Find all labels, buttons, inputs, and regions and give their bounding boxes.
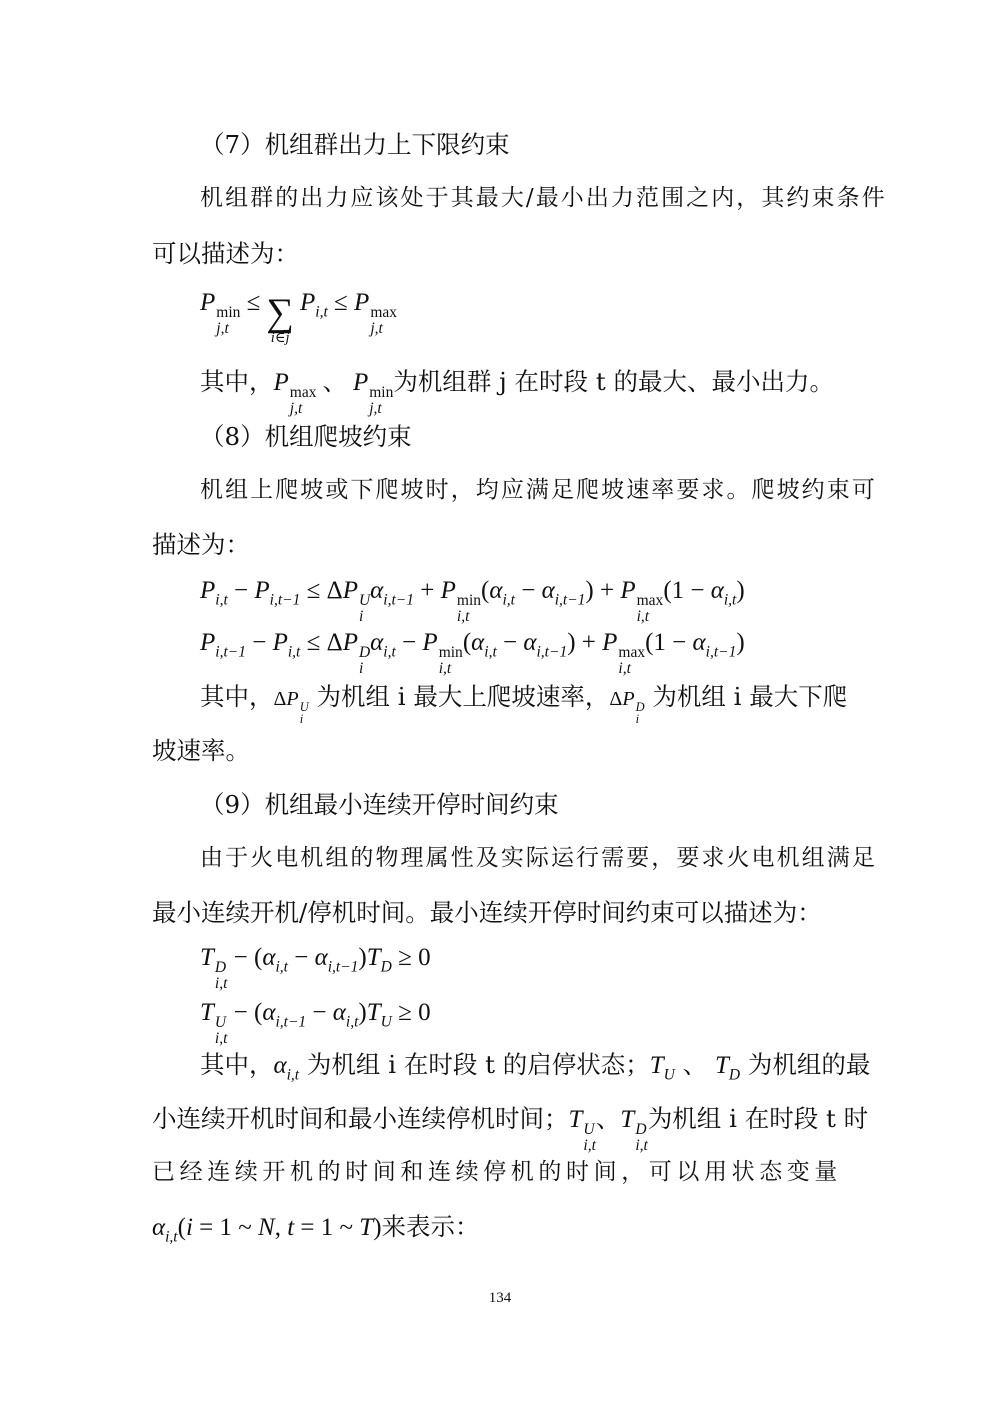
- equation-min-down-time: T D i,t − $(\alpha_{i,t} - \alpha_{i,t-1})T_D \ge 0$: [200, 944, 431, 992]
- symbol-P-max-jt: P max j,t: [273, 369, 317, 417]
- where-prefix: 其中，: [200, 682, 274, 711]
- symbol-T-U-it: T U i,t: [568, 1106, 596, 1154]
- symbol-delta-P-U: ΔP U i: [273, 688, 309, 727]
- section-7-where-line: [200, 367, 834, 417]
- where-mid-1: 为机组 i 最大上爬坡速率，: [316, 682, 610, 711]
- section-9-where-line-3: 已经连续开机的时间和连续停机的时间，可以用状态变量: [152, 1159, 842, 1185]
- symbol-P-min-jt: P min j,t: [352, 369, 394, 417]
- section-9-heading: （9）机组最小连续开停时间约束: [200, 790, 559, 819]
- where-line-2-separator: 、: [595, 1104, 621, 1133]
- section-9-body-line-2: 最小连续开机/停机时间。最小连续开停时间约束可以描述为：: [152, 898, 822, 927]
- symbol-alpha-it-range: $\alpha_{i,t}(i = 1$ ~ N, t = 1 ~ T): [152, 1214, 382, 1246]
- section-9-body-line-1: 由于火电机组的物理属性及实际运行需要，要求火电机组满足: [200, 845, 877, 871]
- equation-group-output-limit: P min j,t ≤ ∑ i∈j $P_{i,t} \le P$ max j,t: [200, 289, 397, 346]
- section-9-where-line-4: [152, 1212, 480, 1246]
- symbol-alpha-it: $\alpha_{i,t}$: [273, 1052, 300, 1084]
- equation-ramp-up: $P_{i,t} - P_{i,t-1} \le \Delta P$ U i $\alpha_{i,t-1} + P$ min i,t $(\alpha_{i,t} - \alpha_{i,t-1}) + P$ max i,t $(1 - \alpha_{i,t})$: [200, 577, 745, 625]
- section-8-body-line-2: 描述为：: [152, 530, 250, 559]
- where-line-2-b: 为机组 i 在时段 t 时: [647, 1104, 869, 1133]
- where-suffix: 为机组群 j 在时段 t 的最大、最小出力。: [393, 367, 834, 396]
- section-7-heading: （7）机组群出力上下限约束: [200, 130, 510, 159]
- where-prefix: 其中，: [200, 1050, 274, 1079]
- where-mid-2: 为机组 i 最大下爬: [652, 682, 848, 711]
- page-number: 134: [488, 1290, 512, 1306]
- section-9-where-line-2: [152, 1104, 869, 1154]
- symbol-T-D: $T_D$: [714, 1052, 741, 1084]
- where-line-2-a: 小连续开机时间和最小连续停机时间；: [152, 1104, 569, 1133]
- section-7-body-line-1: 机组群的出力应该处于其最大/最小出力范围之内，其约束条件: [200, 185, 887, 211]
- section-8-where-line-2: 坡速率。: [152, 736, 250, 765]
- section-8-body-line-1: 机组上爬坡或下爬坡时，均应满足爬坡速率要求。爬坡约束可: [200, 477, 877, 503]
- where-line-4-suffix: 来表示：: [381, 1212, 480, 1241]
- where-separator: 、: [682, 1050, 708, 1079]
- where-separator: 、: [322, 367, 347, 396]
- section-8-where-line-1: [200, 682, 848, 727]
- symbol-delta-P-D: ΔP D i: [609, 688, 645, 727]
- symbol-T-U: $T_U$: [649, 1052, 675, 1084]
- equation-ramp-down: $P_{i,t-1} - P_{i,t} \le \Delta P$ D i $\alpha_{i,t} - P$ min i,t $(\alpha_{i,t} - \alpha_{i,t-1}) + P$ max i,t $(1 - \alpha_{i,t-1})$: [200, 629, 745, 677]
- equation-min-up-time: T U i,t − $(\alpha_{i,t-1} - \alpha_{i,t})T_U \ge 0$: [200, 999, 431, 1047]
- section-7-body-line-2: 可以描述为：: [152, 239, 299, 268]
- symbol-T-D-it: T D i,t: [620, 1106, 648, 1154]
- where-prefix: 其中，: [200, 367, 274, 396]
- where-mid-1: 为机组 i 在时段 t 的启停状态；: [306, 1050, 650, 1079]
- where-mid-2: 为机组的最: [747, 1050, 871, 1079]
- section-9-where-line-1: [200, 1050, 871, 1084]
- section-8-heading: （8）机组爬坡约束: [200, 422, 412, 451]
